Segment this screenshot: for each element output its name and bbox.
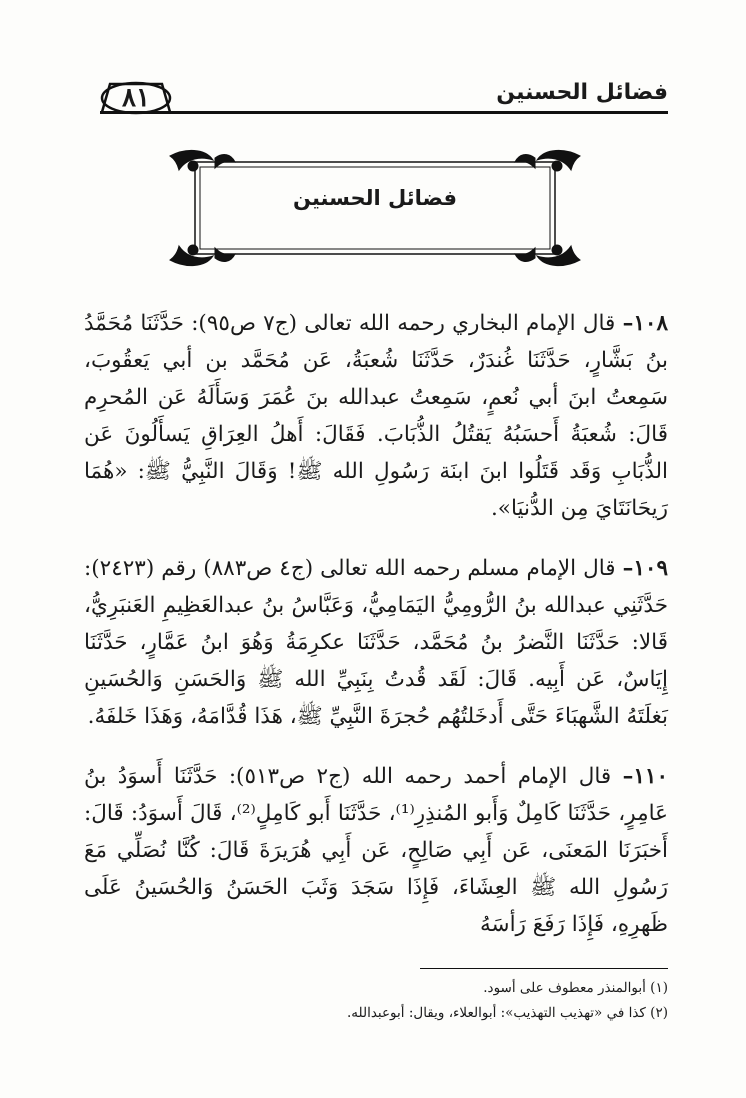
hadith-text: قال الإمام البخاري رحمه الله تعالى (ج٧ ص٩٥): حَدَّثَنَا مُحَمَّدُ بنُ بَشَّارٍ، حَدَّثَنَا غُندَرٌ، حَدَّثَنَا شُعبَةُ، عَن مُحَمَّد بن أبي يَعقُوبَ، سَمِعتُ ابنَ أبي نُعمٍ، سَمِعتُ عبدالله بنَ عُمَرَ وَسَأَلَهُ عَن المُحرِم قَالَ: شُعبَةُ أَحسَبُهُ يَقتُلُ الذُّبَابَ. فَقَالَ: أَهلُ العِرَاقِ يَسأَلُونَ عَن الذُّبَابِ وَقَد قَتَلُوا ابنَ ابنَة رَسُولِ الله ﷺ! وَقَالَ النَّبِيُّ ﷺ: «هُمَا رَيحَانَتَايَ مِن الدُّنيَا».: [84, 311, 668, 521]
hadith-number: ١٠٨–: [622, 311, 668, 336]
hadith-number: ١١٠–: [622, 764, 668, 789]
footnote-number: (١): [650, 980, 668, 996]
footnote: [84, 1001, 668, 1026]
footnote-text: أبوالمنذر معطوف على أسود.: [483, 980, 646, 996]
hadith-paragraph: [84, 305, 668, 527]
footnote-separator: [420, 968, 668, 969]
page-number: ٨١: [122, 83, 150, 113]
footnote-text: كذا في «تهذيب التهذيب»: أبوالعلاء، ويقال: أبوعبدالله.: [346, 1005, 646, 1021]
footnote-number: (٢): [650, 1005, 668, 1021]
hadith-paragraph: [84, 758, 668, 943]
hadith-text: قال الإمام مسلم رحمه الله تعالى (ج٤ ص٨٨٣) رقم (٢٤٢٣): حَدَّثَنِي عبدالله بنُ الرُّومِيُّ اليَمَامِيُّ، وَعَبَّاسُ بنُ عبدالعَظِيمِ العَنبَرِيُّ، قَالا: حَدَّثَنَا النَّضرُ بنُ مُحَمَّد، حَدَّثَنَا عكرِمَةُ وَهُوَ ابنُ عَمَّارٍ، حَدَّثَنَا إِيَاسٌ، عَن أَبِيه. قَالَ: لَقَد قُدتُ بِنَبِيِّ الله ﷺ وَالحَسَنِ وَالحُسَينِ بَغلَتَهُ الشَّهبَاءَ حَتَّى أَدخَلتُهُم حُجرَةَ النَّبِيِّ ﷺ، هَذَا قُدَّامَهُ، وَهَذَا خَلفَهُ.: [84, 556, 668, 729]
footnote: [84, 976, 668, 1001]
running-header-title: فضائل الحسنين: [496, 80, 668, 105]
chapter-title: فضائل الحسنين: [293, 186, 457, 210]
chapter-title-frame: [165, 148, 585, 268]
body-text: [84, 305, 668, 966]
footnotes: [84, 976, 668, 1026]
header-rule: [100, 111, 668, 114]
hadith-number: ١٠٩–: [622, 556, 668, 581]
hadith-text: قال الإمام أحمد رحمه الله (ج٢ ص٥١٣): حَدَّثَنَا أَسوَدُ بنُ عَامِرٍ، حَدَّثَنَا كَامِلٌ وَأَبو المُنذِرِ⁽¹⁾، حَدَّثَنَا أَبو كَامِلٍ⁽²⁾، قَالَ أَسوَدُ: قَالَ: أَخبَرَنَا المَعنَى، عَن أَبِي صَالِحٍ، عَن أَبِي هُرَيرَةَ قَالَ: كُنَّا نُصَلِّي مَعَ رَسُولِ الله ﷺ العِشَاءَ، فَإِذَا سَجَدَ وَثَبَ الحَسَنُ وَالحُسَينُ عَلَى ظَهرِهِ، فَإِذَا رَفَعَ رَأسَهُ: [84, 764, 668, 937]
hadith-paragraph: [84, 550, 668, 735]
